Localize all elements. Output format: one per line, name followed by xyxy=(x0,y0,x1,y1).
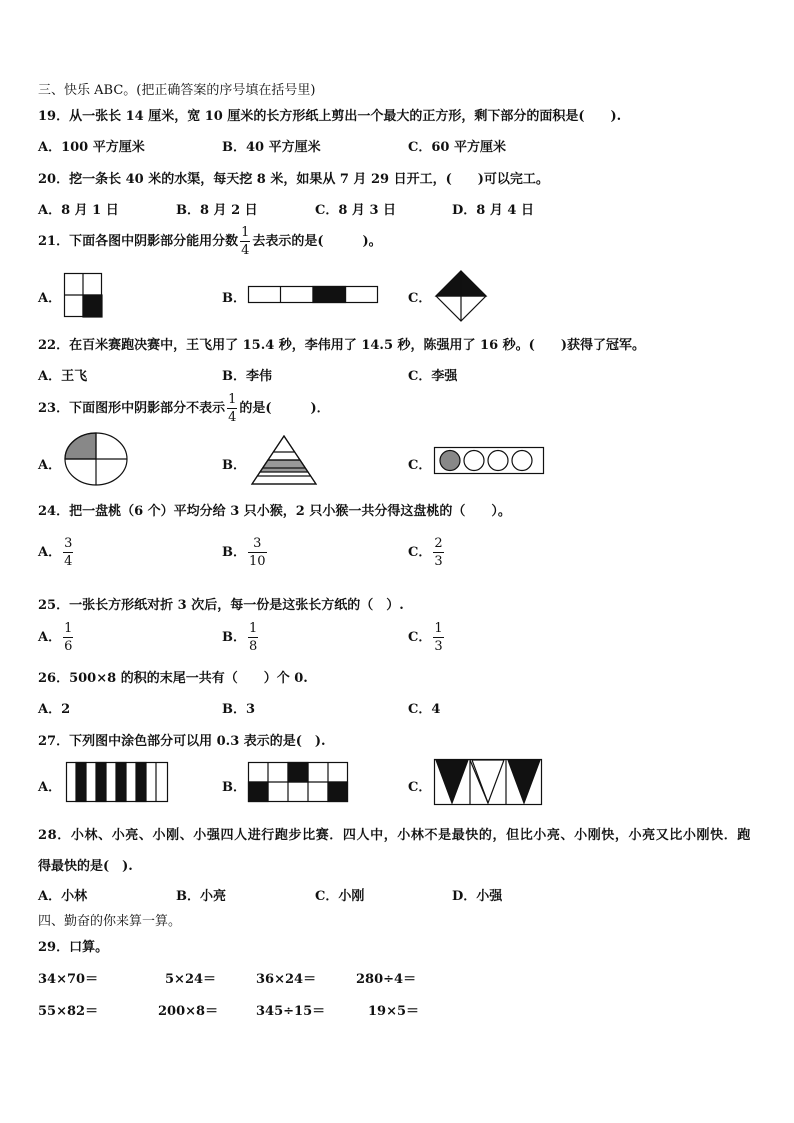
q22-option-b[interactable]: B．李伟 xyxy=(222,369,272,384)
mental-math-item: 36×24＝ xyxy=(256,972,317,987)
fraction-one-quarter: $\frac{1}{4}$ xyxy=(241,225,250,258)
question-20-stem: 20．挖一条长 40 米的水渠，每天挖 8 米，如果从 7 月 29 日开工，( )可以完工。 xyxy=(38,172,549,187)
q23-option-c[interactable]: C． xyxy=(408,458,432,473)
q20-option-d[interactable]: D．8 月 4 日 xyxy=(452,203,534,218)
q26-option-b[interactable]: B．3 xyxy=(222,702,256,717)
q23-figure-a-ellipse xyxy=(64,432,128,486)
question-23-stem: 23．下面图形中阴影部分不表示 $\frac{1}{4}$ 的是( )． xyxy=(38,392,330,425)
q24-option-a[interactable]: A． $\frac{3}{4}$ xyxy=(38,536,73,569)
q24-option-c[interactable]: C． $\frac{2}{3}$ xyxy=(408,536,443,569)
q24-option-b[interactable]: B． $\frac{3}{10}$ xyxy=(222,536,266,569)
q27-figure-a-bars xyxy=(66,762,168,802)
mental-math-item: 19×5＝ xyxy=(368,1004,420,1019)
mental-math-item: 5×24＝ xyxy=(165,972,217,987)
mental-math-item: 34×70＝ xyxy=(38,972,99,987)
q26-option-a[interactable]: A．2 xyxy=(38,702,71,717)
q22-option-c[interactable]: C．李强 xyxy=(408,369,458,384)
q28-option-c[interactable]: C．小刚 xyxy=(315,889,365,904)
q21-figure-a-grid xyxy=(64,273,102,317)
q27-option-c[interactable]: C． xyxy=(408,780,432,795)
q28-option-b[interactable]: B．小亮 xyxy=(176,889,226,904)
mental-math-item: 345÷15＝ xyxy=(256,1004,326,1019)
mental-math-item: 200×8＝ xyxy=(158,1004,219,1019)
q20-option-b[interactable]: B．8 月 2 日 xyxy=(176,203,258,218)
question-29-stem: 29．口算。 xyxy=(38,940,109,955)
question-24-stem: 24．把一盘桃（6 个）平均分给 3 只小猴，2 只小猴一共分得这盘桃的（ ）。 xyxy=(38,504,511,519)
question-26-stem: 26．500×8 的积的末尾一共有（ ）个 0. xyxy=(38,671,308,686)
q26-option-c[interactable]: C．4 xyxy=(408,702,441,717)
q23-figure-c-circles xyxy=(434,447,544,474)
question-28-stem-line2: 得最快的是( ). xyxy=(38,859,133,874)
q23-option-a[interactable]: A． xyxy=(38,458,62,473)
q19-option-c[interactable]: C．60 平方厘米 xyxy=(408,140,506,155)
q23-figure-b-triangle xyxy=(252,436,316,484)
q20-option-c[interactable]: C．8 月 3 日 xyxy=(315,203,397,218)
q21-option-a[interactable]: A． xyxy=(38,291,62,306)
q27-option-b[interactable]: B． xyxy=(222,780,246,795)
q27-option-a[interactable]: A． xyxy=(38,780,62,795)
mental-math-item: 280÷4＝ xyxy=(356,972,417,987)
q25-option-c[interactable]: C． $\frac{1}{3}$ xyxy=(408,621,443,654)
question-19-stem: 19．从一张长 14 厘米，宽 10 厘米的长方形纸上剪出一个最大的正方形，剩下部分的面积是( ). xyxy=(38,109,622,124)
question-21-stem: 21．下面各图中阴影部分能用分数 $\frac{1}{4}$ 去表示的是( )。 xyxy=(38,225,382,258)
q25-option-a[interactable]: A． $\frac{1}{6}$ xyxy=(38,621,73,654)
question-28-stem-line1: 28．小林、小亮、小刚、小强四人进行跑步比赛．四人中，小林不是最快的，但比小亮、小刚快，小亮又比小刚快．跑 xyxy=(38,828,751,843)
mental-math-item: 55×82＝ xyxy=(38,1004,99,1019)
question-22-stem: 22．在百米赛跑决赛中，王飞用了 15.4 秒，李伟用了 14.5 秒，陈强用了 16 秒。( )获得了冠军。 xyxy=(38,338,645,353)
q21-figure-b-strip xyxy=(248,286,378,303)
q21-figure-c-diamond xyxy=(436,271,486,321)
q23-option-b[interactable]: B． xyxy=(222,458,246,473)
section-4-title: 四、勤奋的你来算一算。 xyxy=(38,914,182,929)
question-25-stem: 25．一张长方形纸对折 3 次后，每一份是这张长方纸的（ ）. xyxy=(38,598,404,613)
q21-option-b[interactable]: B． xyxy=(222,291,246,306)
q28-option-d[interactable]: D．小强 xyxy=(452,889,503,904)
q19-option-a[interactable]: A．100 平方厘米 xyxy=(38,140,145,155)
q27-figure-c-triangles xyxy=(434,759,542,805)
q21-option-c[interactable]: C． xyxy=(408,291,432,306)
fraction-one-quarter: $\frac{1}{4}$ xyxy=(228,392,237,425)
q22-option-a[interactable]: A．王飞 xyxy=(38,369,88,384)
section-3-title: 三、快乐 ABC。(把正确答案的序号填在括号里) xyxy=(38,83,316,98)
q28-option-a[interactable]: A．小林 xyxy=(38,889,88,904)
q27-figure-b-grid xyxy=(248,762,348,802)
q19-option-b[interactable]: B．40 平方厘米 xyxy=(222,140,321,155)
question-27-stem: 27．下列图中涂色部分可以用 0.3 表示的是( ). xyxy=(38,734,326,749)
q20-option-a[interactable]: A．8 月 1 日 xyxy=(38,203,119,218)
q25-option-b[interactable]: B． $\frac{1}{8}$ xyxy=(222,621,258,654)
